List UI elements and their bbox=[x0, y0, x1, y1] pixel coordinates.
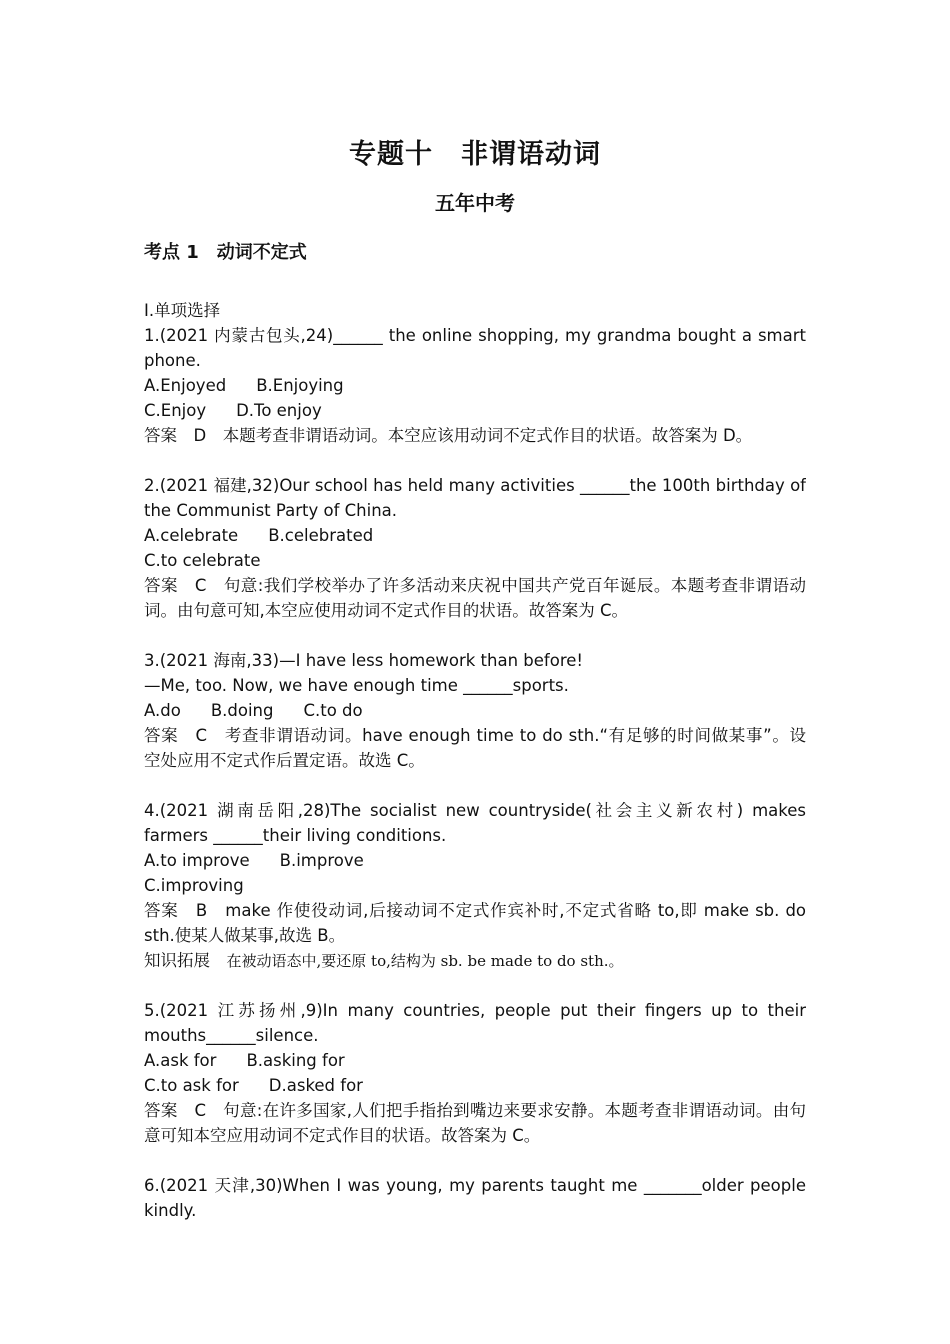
option: C.to ask for bbox=[144, 1076, 239, 1095]
answer-text: C 句意:在许多国家,人们把手指抬到嘴边来要求安静。本题考查非谓语动词。由句 bbox=[194, 1101, 806, 1120]
option: B.asking for bbox=[246, 1051, 345, 1070]
answer-text: 词。由句意可知,本空应使用动词不定式作目的状语。故答案为 C。 bbox=[144, 601, 629, 620]
extension-label: 知识拓展 bbox=[144, 951, 210, 970]
question-stem: 6.(2021 天津,30)When I was young, my parents taught me _______older people bbox=[144, 1176, 806, 1195]
question-3 bbox=[144, 648, 806, 773]
answer-text: D 本题考查非谓语动词。本空应该用动词不定式作目的状语。故答案为 D。 bbox=[193, 426, 753, 445]
answer-text: B make 作使役动词,后接动词不定式作宾补时,不定式省略 to,即 make sb. do bbox=[195, 901, 806, 920]
answer-text: 意可知本空应用动词不定式作目的状语。故答案为 C。 bbox=[144, 1126, 541, 1145]
answer-line bbox=[144, 898, 806, 923]
option: D.To enjoy bbox=[236, 401, 322, 420]
extension-text: 在被动语态中,要还原 to,结构为 sb. be made to do sth.。 bbox=[226, 952, 624, 970]
answer-text: 空处应用不定式作后置定语。故选 C。 bbox=[144, 751, 425, 770]
question-stem: mouths______silence. bbox=[144, 1026, 319, 1045]
options-row bbox=[144, 1073, 806, 1098]
answer-line bbox=[144, 1098, 806, 1123]
question-stem: 4.(2021 湖南岳阳,28)The socialist new countryside(社会主义新农村) makes bbox=[144, 801, 806, 820]
option: A.to improve bbox=[144, 851, 250, 870]
option: C.to celebrate bbox=[144, 551, 261, 570]
options-row bbox=[144, 873, 806, 898]
answer-label: 答案 bbox=[144, 426, 177, 445]
answer-text: C 句意:我们学校举办了许多活动来庆祝中国共产党百年诞辰。本题考查非谓语动 bbox=[194, 576, 806, 595]
question-stem: the Communist Party of China. bbox=[144, 501, 398, 520]
options-row bbox=[144, 698, 806, 723]
option: B.doing bbox=[210, 701, 274, 720]
answer-text: C 考查非谓语动词。have enough time to do sth.“有足够的时间做某事”。设 bbox=[195, 726, 806, 745]
answer-line bbox=[144, 573, 806, 598]
question-stem: phone. bbox=[144, 351, 201, 370]
question-stem: —Me, too. Now, we have enough time ______sports. bbox=[144, 676, 569, 695]
option: C.Enjoy bbox=[144, 401, 207, 420]
part-title: I.单项选择 bbox=[144, 301, 221, 320]
question-4 bbox=[144, 798, 806, 973]
option: A.ask for bbox=[144, 1051, 217, 1070]
question-stem: 2.(2021 福建,32)Our school has held many activities ______the 100th birthday of bbox=[144, 476, 806, 495]
options-row bbox=[144, 373, 806, 398]
question-list bbox=[144, 298, 806, 1223]
option: A.celebrate bbox=[144, 526, 239, 545]
answer-text: sth.使某人做某事,故选 B。 bbox=[144, 926, 346, 945]
question-2 bbox=[144, 473, 806, 623]
answer-line bbox=[144, 423, 806, 448]
option: D.asked for bbox=[268, 1076, 363, 1095]
question-1 bbox=[144, 323, 806, 448]
answer-label: 答案 bbox=[144, 726, 179, 745]
option: A.Enjoyed bbox=[144, 376, 227, 395]
question-6 bbox=[144, 1173, 806, 1223]
option: A.do bbox=[144, 701, 181, 720]
option: B.Enjoying bbox=[256, 376, 344, 395]
question-stem: 3.(2021 海南,33)—I have less homework than before! bbox=[144, 651, 584, 670]
options-row bbox=[144, 548, 806, 573]
option: C.improving bbox=[144, 876, 244, 895]
question-stem: 1.(2021 内蒙古包头,24)______ the online shopping, my grandma bought a smart bbox=[144, 326, 806, 345]
answer-line bbox=[144, 723, 806, 748]
options-row bbox=[144, 1048, 806, 1073]
answer-label: 答案 bbox=[144, 576, 178, 595]
question-stem: farmers ______their living conditions. bbox=[144, 826, 447, 845]
answer-label: 答案 bbox=[144, 1101, 178, 1120]
knowledge-extension bbox=[144, 948, 806, 973]
question-stem: 5.(2021 江苏扬州,9)In many countries, people put their fingers up to their bbox=[144, 1001, 806, 1020]
option: B.celebrated bbox=[268, 526, 374, 545]
question-5 bbox=[144, 998, 806, 1148]
section-heading: 考点 1 动词不定式 bbox=[144, 242, 307, 263]
options-row bbox=[144, 848, 806, 873]
page-subtitle: 五年中考 bbox=[435, 191, 515, 215]
page-title: 专题十 非谓语动词 bbox=[349, 139, 601, 170]
question-stem: kindly. bbox=[144, 1201, 197, 1220]
options-row bbox=[144, 523, 806, 548]
options-row bbox=[144, 398, 806, 423]
option: C.to do bbox=[303, 701, 363, 720]
answer-label: 答案 bbox=[144, 901, 179, 920]
option: B.improve bbox=[279, 851, 364, 870]
